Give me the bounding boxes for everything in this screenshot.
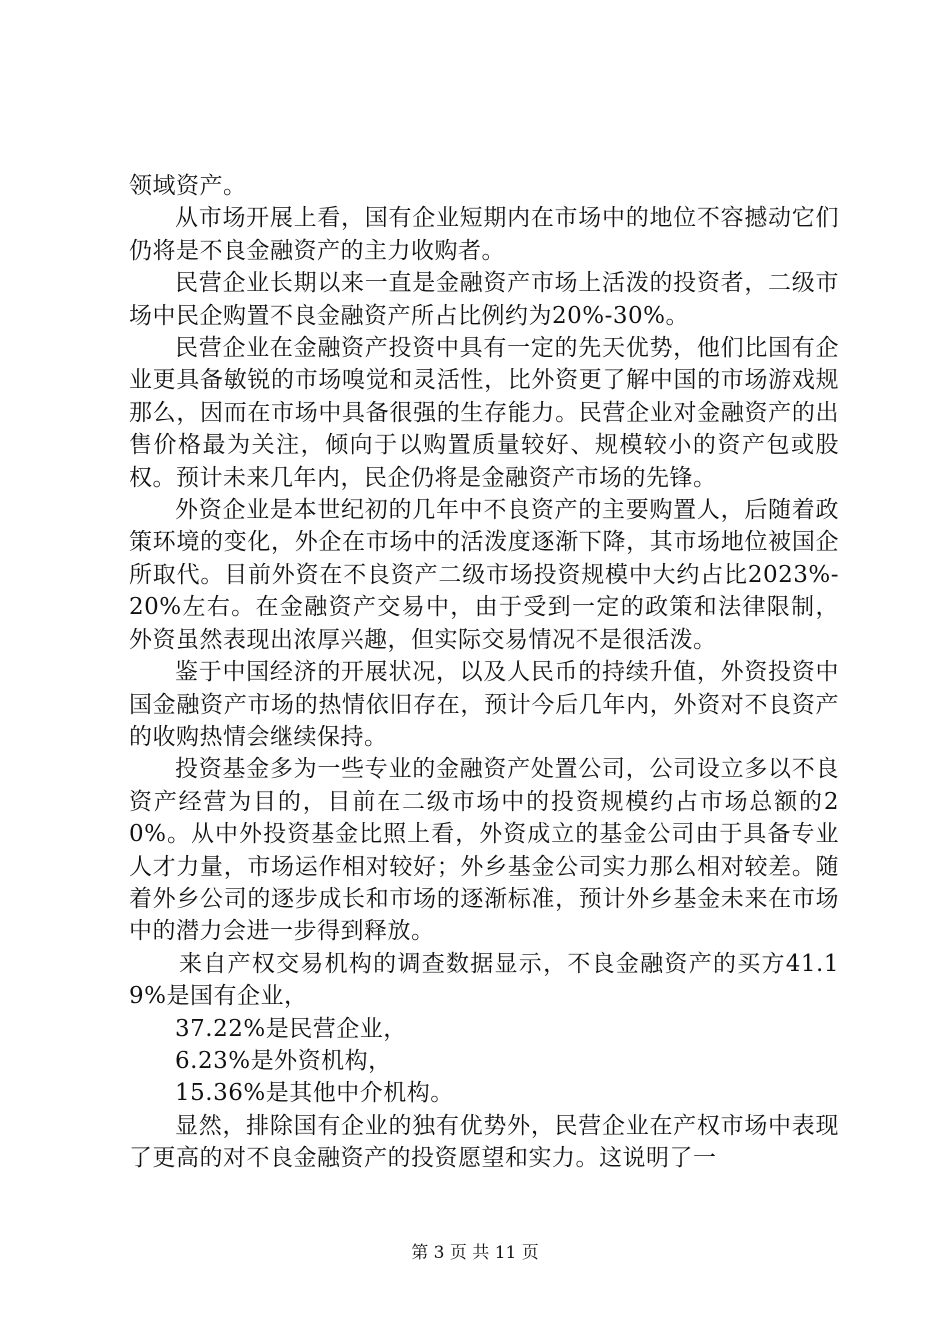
page-number-footer: 第 3 页 共 11 页 [411,1243,539,1263]
document-body [129,170,839,1175]
paragraph-stat-other: 15.36%是其他中介机构。 [175,1080,454,1107]
paragraph-private-advantages: 民营企业在金融资产投资中具有一定的先天优势，他们比国有企业更具备敏锐的市场嗅觉和灵活性，比外资更了解中国的市场游戏规那么，因而在市场中具备很强的生存能力。民营企业对金融资产的出售价格最为关注，倾向于以购置质量较好、规模较小的资产包或股权。预计未来几年内，民企仍将是金融资产市场的先锋。 [129,335,839,491]
paragraph-foreign-enterprises: 外资企业是本世纪初的几年中不良资产的主要购置人，后随着政策环境的变化，外企在市场中的活泼度逐渐下降，其市场地位被国企所取代。目前外资在不良资产二级市场投资规模中大约占比2023%-20%左右。在金融资产交易中，由于受到一定的政策和法律限制，外资虽然表现出浓厚兴趣，但实际交易情况不是很活泼。 [129,497,839,653]
paragraph-stat-private: 37.22%是民营企业， [175,1015,407,1042]
paragraph-survey-data: 来自产权交易机构的调查数据显示，不良金融资产的买方41.19%是国有企业， [129,950,839,1010]
paragraph-investment-funds: 投资基金多为一些专业的金融资产处置公司，公司设立多以不良资产经营为目的，目前在二级市场中的投资规模约占市场总额的20%。从中外投资基金比照上看，外资成立的基金公司由于具备专业人才力量，市场运作相对较好；外乡基金公司实力那么相对较差。随着外乡公司的逐步成长和市场的逐渐标准，预计外乡基金未来在市场中的潜力会进一步得到释放。 [129,756,839,945]
paragraph-foreign-outlook: 鉴于中国经济的开展状况，以及人民币的持续升值，外资投资中国金融资产市场的热情依旧存在，预计今后几年内，外资对不良资产的收购热情会继续保持。 [129,659,839,750]
paragraph-private-investors: 民营企业长期以来一直是金融资产市场上活泼的投资者，二级市场中民企购置不良金融资产所占比例约为20%-30%。 [129,270,839,329]
paragraph-stat-foreign: 6.23%是外资机构， [175,1047,392,1074]
paragraph-state-enterprises: 从市场开展上看，国有企业短期内在市场中的地位不容撼动它们仍将是不良金融资产的主力收购者。 [129,205,839,264]
paragraph-conclusion: 显然，排除国有企业的独有优势外，民营企业在产权市场中表现了更高的对不良金融资产的投资愿望和实力。这说明了一 [129,1112,839,1172]
paragraph-continuation: 领域资产。 [129,173,247,199]
